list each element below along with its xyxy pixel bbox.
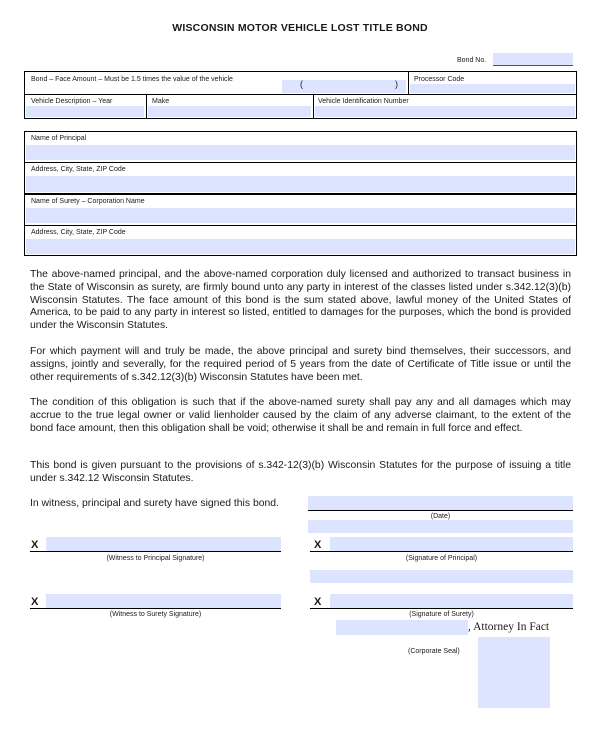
principal-name-label: Name of Principal (31, 135, 87, 142)
surety-signature-label: (Signature of Surety) (409, 611, 474, 618)
paragraph-witness: In witness, principal and surety have signed this bond. (30, 498, 279, 509)
surety-name-field[interactable] (26, 208, 575, 223)
vin-field[interactable] (315, 106, 575, 117)
surety-signature-field[interactable] (330, 594, 573, 608)
processor-divider (408, 71, 409, 95)
bond-no-label: Bond No. (457, 57, 487, 64)
year-make-divider (146, 94, 147, 119)
surety-signature-line (310, 608, 573, 609)
paragraph-binding: The above-named principal, and the above-named corporation duly licensed and authorized to transact business in the State of Wisconsin as surety, are firmly bound unto any party in interest of the classes listed under s.342.12(3)(b) Wisconsin Statutes. The face amount of this bond is the sum stated above, lawful money of the United States of America, to be paid to any party in interest so listed, entitled to damages for the purposes, which the bond is provided under the Wisconsin Statutes. (30, 269, 571, 332)
bond-vehicle-divider (24, 94, 577, 95)
principal-divider (24, 162, 577, 163)
witness-surety-x: X (31, 596, 39, 608)
make-vin-divider (313, 94, 314, 119)
corporate-seal-field[interactable] (478, 637, 550, 708)
date-extra-field[interactable] (308, 520, 573, 533)
date-label: (Date) (430, 513, 451, 520)
witness-principal-line (30, 551, 281, 552)
surety-x: X (314, 596, 322, 608)
principal-signature-field[interactable] (330, 537, 573, 551)
principal-name-field[interactable] (26, 145, 575, 160)
attorney-in-fact-field[interactable] (336, 620, 468, 635)
witness-principal-signature-field[interactable] (46, 537, 281, 551)
witness-principal-label: (Witness to Principal Signature) (106, 555, 205, 562)
bond-no-field[interactable] (493, 53, 573, 65)
form-title: WISCONSIN MOTOR VEHICLE LOST TITLE BOND (172, 22, 428, 34)
witness-surety-signature-field[interactable] (46, 594, 281, 608)
date-field[interactable] (308, 496, 573, 510)
vin-label: Vehicle Identification Number (318, 98, 409, 105)
paragraph-payment: For which payment will and truly be made, the above principal and surety bind themselves, their successors, and assigns, jointly and severally, for the required period of 5 years from the date of Certificate of Title issue or until the other requirements of s.342.12(3)(b) Wisconsin Statutes have been met. (30, 346, 571, 383)
paragraph-provisions: This bond is given pursuant to the provisions of s.342-12(3)(b) Wisconsin Statutes for the purpose of issuing a title under s.342.12 Wisconsin Statutes. (30, 460, 571, 484)
surety-divider (24, 225, 577, 226)
principal-signature-line (310, 551, 573, 552)
vehicle-year-field[interactable] (26, 106, 144, 117)
bond-amount-paren-close: ) (395, 79, 398, 89)
surety-address-field[interactable] (26, 239, 575, 254)
corporate-seal-label: (Corporate Seal) (408, 648, 460, 655)
make-field[interactable] (148, 106, 311, 117)
principal-address-label: Address, City, State, ZIP Code (31, 166, 126, 173)
make-label: Make (152, 98, 170, 105)
principal-extra-field[interactable] (310, 570, 573, 583)
vehicle-year-label: Vehicle Description – Year (31, 98, 113, 105)
witness-principal-x: X (31, 539, 39, 551)
attorney-in-fact-label: , Attorney In Fact (468, 621, 550, 633)
principal-signature-label: (Signature of Principal) (405, 555, 478, 562)
bond-amount-label: Bond – Face Amount – Must be 1.5 times the value of the vehicle (31, 76, 233, 83)
surety-address-label: Address, City, State, ZIP Code (31, 229, 126, 236)
bond-no-underline (493, 65, 573, 66)
principal-address-field[interactable] (26, 176, 575, 192)
principal-surety-divider (24, 193, 577, 195)
principal-x: X (314, 539, 322, 551)
processor-code-label: Processor Code (414, 76, 465, 83)
paragraph-condition: The condition of this obligation is such that if the above-named surety shall pay any and all damages which may accrue to the true legal owner or valid lienholder caused by the claim of any adverse claimant, to the extent of the bond face amount, then this obligation shall be void; otherwise it shall be and remain in full force and effect. (30, 397, 571, 434)
bond-amount-paren-open: ( (300, 79, 303, 89)
processor-code-field[interactable] (410, 84, 575, 93)
date-line (308, 510, 573, 511)
surety-name-label: Name of Surety – Corporation Name (31, 198, 145, 205)
witness-surety-label: (Witness to Surety Signature) (109, 611, 202, 618)
witness-surety-line (30, 608, 281, 609)
